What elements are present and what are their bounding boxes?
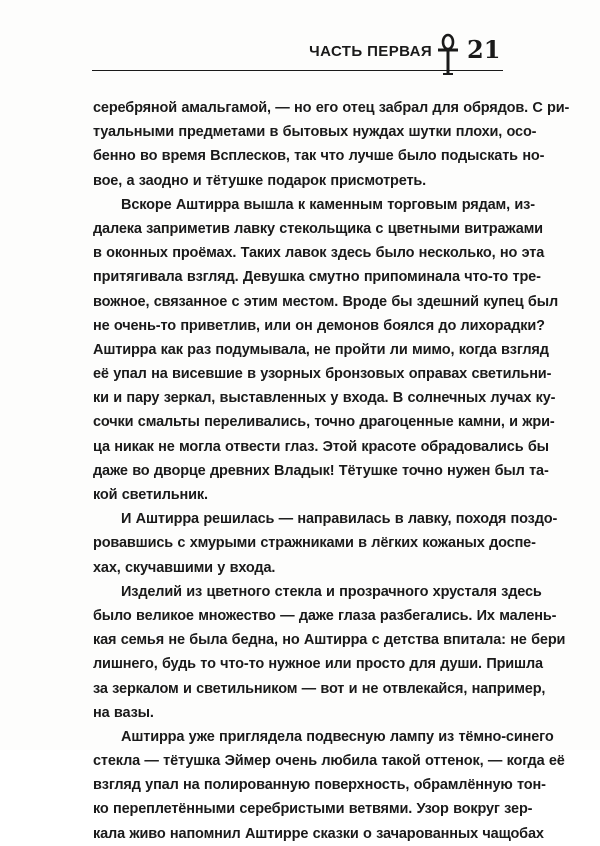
text-line: в оконных проёмах. Таких лавок здесь было несколько, но эта [93,245,545,262]
page-number: 21 [467,35,501,64]
text-line: ко переплетёнными серебристыми ветвями. Узор вокруг зер- [93,801,533,818]
text-line: на вазы. [93,704,154,721]
text-line: сочки смальты переливались, точно драгоценные камни, и жри- [93,414,555,431]
text-line: ца никак не могла отвести глаз. Этой красоте обрадовались бы [93,438,549,455]
text-line: взгляд упал на полированную поверхность, обрамлённую тон- [93,777,546,794]
text-line: туальными предметами в бытовых нуждах шутки плохи, осо- [93,124,537,141]
text-line: далека заприметив лавку стекольщика с цветными витражами [93,220,543,237]
header-rule [92,70,503,71]
text-line: Аштирра уже приглядела подвесную лампу из тёмно-синего [121,728,554,745]
text-line: бенно во время Всплесков, так что лучше было подыскать но- [93,148,545,165]
text-line: за зеркалом и светильником — вот и не отвлекайся, например, [93,680,546,697]
text-line: притягивала взгляд. Девушка смутно припоминала что-то тре- [93,269,541,286]
body-text [93,96,570,846]
text-line: серебряной амальгамой, — но его отец забрал для обрядов. С ри- [93,100,570,116]
text-line: Изделий из цветного стекла и прозрачного хрусталя здесь [121,583,542,600]
chapter-title: ЧАСТЬ ПЕРВАЯ [309,43,432,60]
text-line: не очень-то приветлив, или он демонов боялся до лихорадки? [93,317,545,334]
text-line: лишнего, будь то что-то нужное или просто для души. Пришла [93,656,543,673]
text-line: И Аштирра решилась — направилась в лавку, походя поздо- [121,511,558,528]
text-line: стекла — тётушка Эймер очень любила такой оттенок, — когда её [93,753,565,770]
text-line: кала живо напомнил Аштирре сказки о зачарованных чащобах [93,825,544,842]
text-line: ки и пару зеркал, выставленных у входа. В солнечных лучах ку- [93,390,556,407]
text-line: Вскоре Аштирра вышла к каменным торговым рядам, из- [121,196,535,213]
text-line: кой светильник. [93,487,208,503]
text-line: вое, а заодно и тётушке подарок присмотреть. [93,172,427,189]
text-line: ровавшись с хмурыми стражниками в лёгких кожаных доспе- [93,535,536,552]
text-line: её упал на висевшие в узорных бронзовых оправах светильни- [93,366,552,383]
running-header [0,14,600,64]
text-line: было великое множество — даже глаза разбегались. Их малень- [93,607,557,624]
text-line: Аштирра как раз подумывала, не пройти ли мимо, когда взгляд [93,341,549,358]
text-line: кая семья не была бедна, но Аштирра с детства впитала: не бери [93,632,566,649]
text-line: вожное, связанное с этим местом. Вроде бы здешний купец был [93,293,559,310]
text-line: даже во дворце древних Владык! Тётушке точно нужен был та- [93,462,549,479]
text-line: хах, скучавшими у входа. [93,559,276,576]
